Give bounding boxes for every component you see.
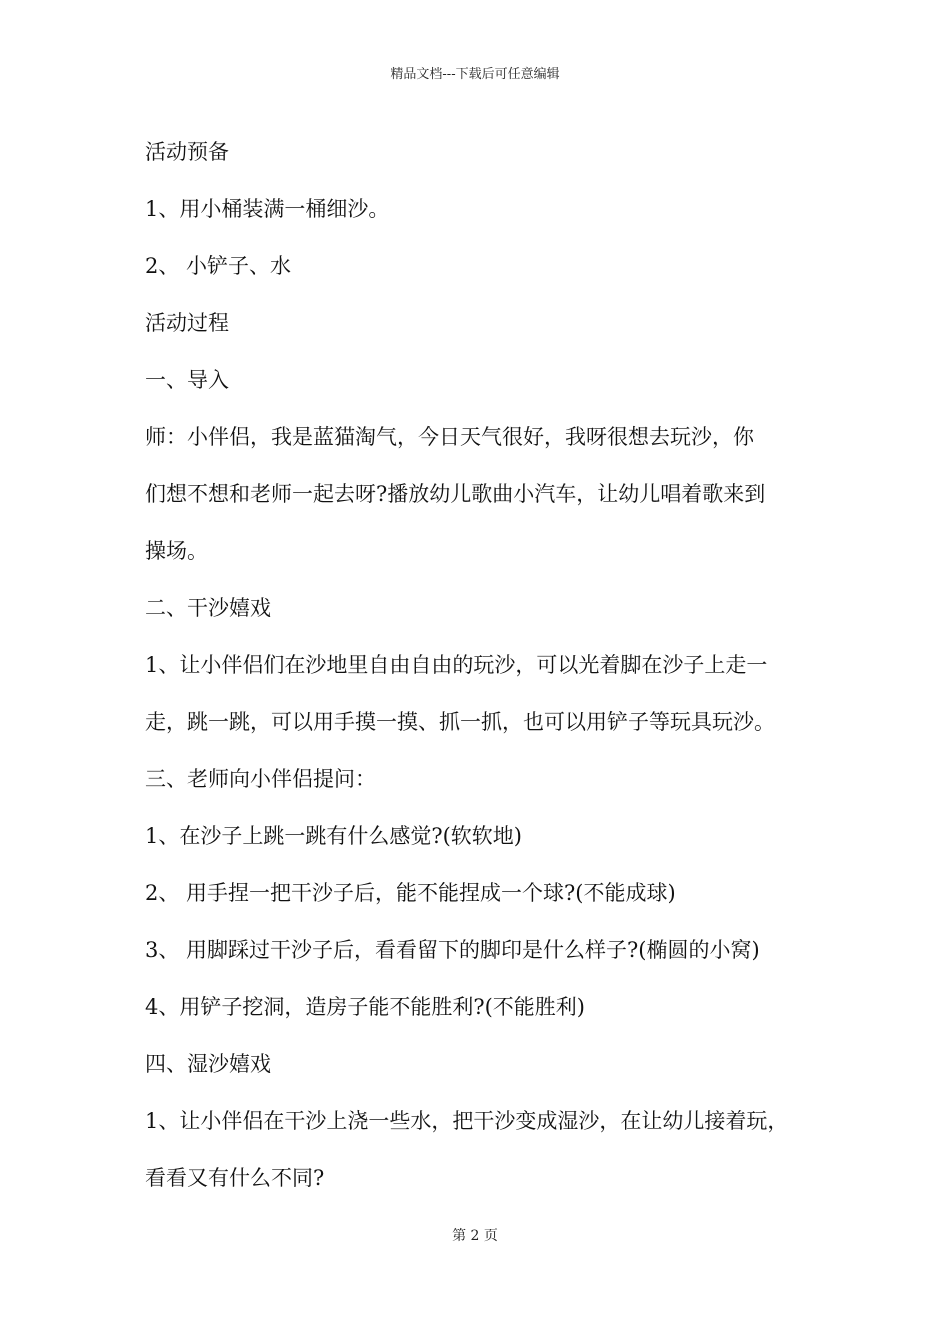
page-number: 第 2 页 xyxy=(452,1228,498,1244)
subsection-heading-dry-sand: 二、干沙嬉戏 xyxy=(145,596,271,620)
list-item: 2、 用手捏一把干沙子后，能不能捏成一个球?(不能成球) xyxy=(145,881,676,905)
section-heading-preparation: 活动预备 xyxy=(145,140,229,164)
paragraph-line: 们想不想和老师一起去呀?播放幼儿歌曲小汽车，让幼儿唱着歌来到 xyxy=(145,482,766,506)
list-item: 3、 用脚踩过干沙子后，看看留下的脚印是什么样子?(椭圆的小窝) xyxy=(145,938,760,962)
paragraph-line: 操场。 xyxy=(145,539,208,563)
paragraph-line: 1、让小伴侣在干沙上浇一些水，把干沙变成湿沙，在让幼儿接着玩， xyxy=(145,1109,789,1133)
paragraph-line: 1、让小伴侣们在沙地里自由自由的玩沙，可以光着脚在沙子上走一 xyxy=(145,653,768,677)
list-item: 1、用小桶装满一桶细沙。 xyxy=(145,197,390,221)
list-item: 2、 小铲子、水 xyxy=(145,254,292,278)
subsection-heading-intro: 一、导入 xyxy=(145,368,229,392)
paragraph-line: 看看又有什么不同? xyxy=(145,1166,325,1190)
paragraph-line: 走，跳一跳，可以用手摸一摸、抓一抓，也可以用铲子等玩具玩沙。 xyxy=(145,710,775,734)
subsection-heading-questions: 三、老师向小伴侣提问： xyxy=(145,767,376,791)
list-item: 4、用铲子挖洞，造房子能不能胜利?(不能胜利) xyxy=(145,995,586,1019)
page-header: 精品文档---下载后可任意编辑 xyxy=(390,67,560,82)
paragraph-line: 师：小伴侣，我是蓝猫淘气，今日天气很好，我呀很想去玩沙，你 xyxy=(145,425,754,449)
section-heading-process: 活动过程 xyxy=(145,311,229,335)
list-item: 1、在沙子上跳一跳有什么感觉?(软软地) xyxy=(145,824,523,848)
subsection-heading-wet-sand: 四、湿沙嬉戏 xyxy=(145,1052,271,1076)
